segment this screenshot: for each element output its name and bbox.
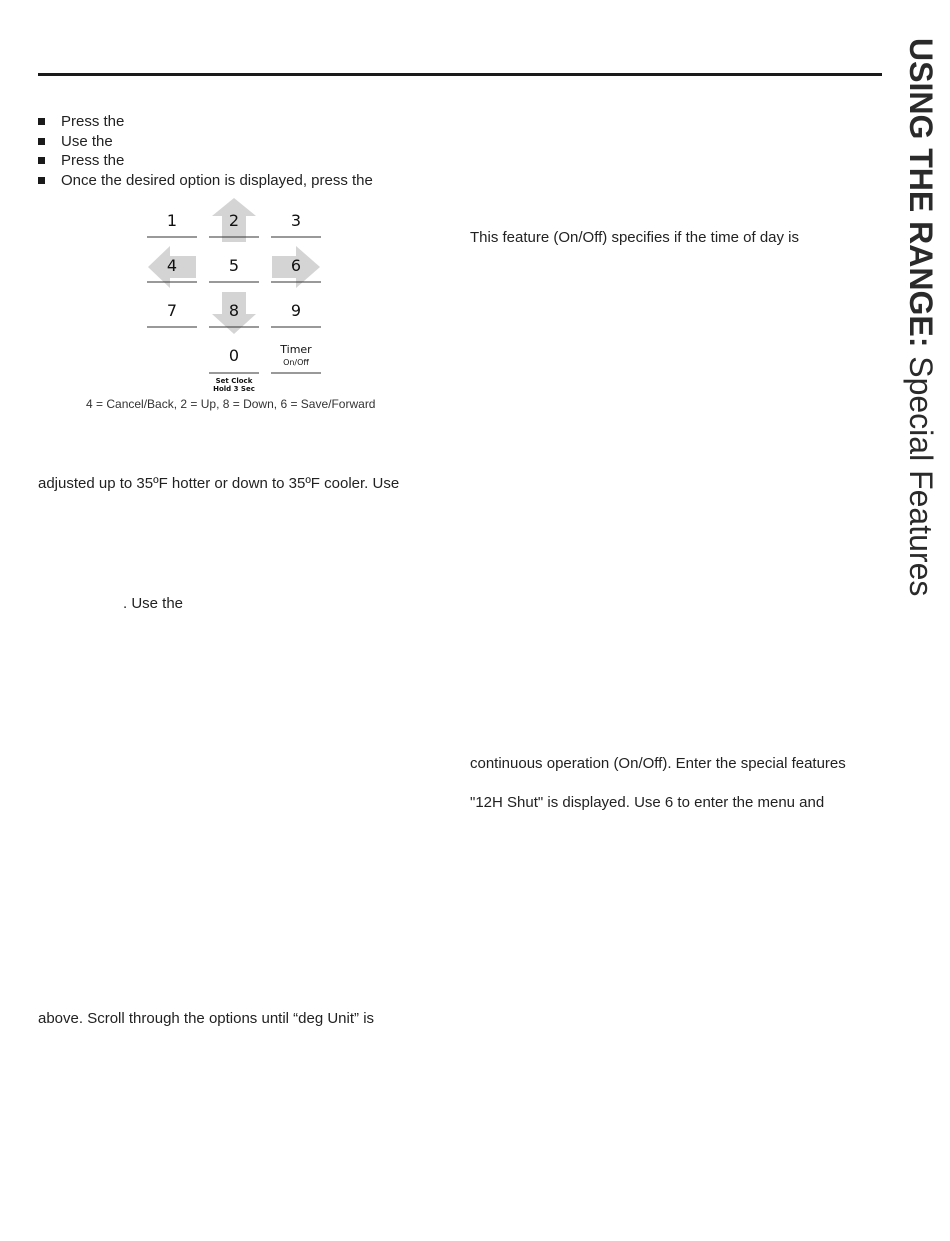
key-6: 6 xyxy=(290,256,302,275)
use-text: . Use the xyxy=(123,595,184,612)
continuous-text: continuous operation (On/Off). Enter the special features xyxy=(470,755,846,772)
clock-feature-text: This feature (On/Off) specifies if the time of day is xyxy=(470,229,800,246)
keypad-diagram xyxy=(140,196,330,396)
key-5: 5 xyxy=(228,256,240,275)
list-item xyxy=(38,112,373,132)
key-8: 8 xyxy=(228,301,240,320)
bullet-square-icon xyxy=(38,118,45,125)
scroll-text: above. Scroll through the options until “deg Unit” is xyxy=(38,1010,375,1027)
key-7: 7 xyxy=(166,301,178,320)
key-1: 1 xyxy=(166,211,178,230)
list-item xyxy=(38,151,373,171)
section-title-bold: USING THE RANGE: xyxy=(903,38,939,348)
bullet-square-icon xyxy=(38,177,45,184)
header-rule xyxy=(38,73,882,76)
section-title xyxy=(905,38,937,596)
set-clock-sublabel: Hold 3 Sec xyxy=(213,385,255,393)
step-text: Use the xyxy=(61,132,113,150)
timer-key-label: Timer xyxy=(280,343,312,356)
bullet-square-icon xyxy=(38,157,45,164)
timer-key-sublabel: On/Off xyxy=(283,358,309,367)
instruction-list xyxy=(38,112,373,190)
list-item xyxy=(38,171,373,191)
bullet-square-icon xyxy=(38,138,45,145)
set-clock-label: Set Clock xyxy=(215,377,253,385)
key-3: 3 xyxy=(290,211,302,230)
shut-text: "12H Shut" is displayed. Use 6 to enter the menu and xyxy=(470,794,825,811)
key-2: 2 xyxy=(228,211,240,230)
keypad-caption: 4 = Cancel/Back, 2 = Up, 8 = Down, 6 = Save/Forward xyxy=(86,397,376,411)
step-text: Once the desired option is displayed, press the xyxy=(61,171,373,189)
step-text: Press the xyxy=(61,113,125,131)
step-text: Press the xyxy=(61,152,125,170)
adjust-text: adjusted up to 35ºF hotter or down to 35ºF cooler. Use xyxy=(38,475,400,492)
key-4: 4 xyxy=(166,256,178,275)
key-9: 9 xyxy=(290,301,302,320)
section-title-light: Special Features xyxy=(903,347,939,597)
key-0: 0 xyxy=(228,346,240,365)
list-item xyxy=(38,132,373,152)
